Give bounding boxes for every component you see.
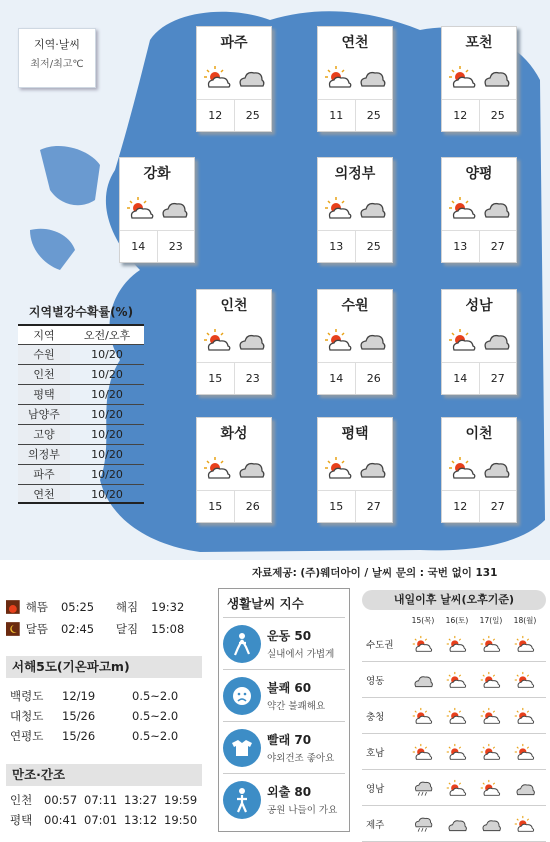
temp-low: 12 <box>442 100 480 131</box>
table-row <box>362 662 546 698</box>
cloud-icon <box>236 456 266 484</box>
sun-cloud-icon <box>203 456 233 484</box>
tide-time: 00:41 <box>44 813 78 827</box>
region-cell: 의정부 <box>18 445 70 464</box>
sun-cloud-icon <box>508 743 542 761</box>
island-temp: 15/26 <box>62 729 96 743</box>
prob-cell: 10/20 <box>91 428 123 441</box>
island-name: 백령도 <box>10 689 44 703</box>
sun-cloud-icon <box>508 671 542 689</box>
sun-cloud-icon <box>474 779 508 797</box>
moonset-label: 달짐 <box>115 622 139 636</box>
city-card <box>317 26 393 132</box>
temp-low: 15 <box>197 363 235 394</box>
cloud-icon <box>481 65 511 93</box>
sun-cloud-icon <box>440 707 474 725</box>
city-name: 이천 <box>465 426 493 442</box>
sun-cloud-icon <box>324 456 354 484</box>
sun-cloud-icon <box>508 707 542 725</box>
island-temp: 12/19 <box>62 689 96 703</box>
cloud-icon <box>357 65 387 93</box>
table-row <box>18 344 144 364</box>
cloud-icon <box>236 328 266 356</box>
island-name: 연평도 <box>10 729 44 743</box>
city-card <box>441 157 517 263</box>
city-card <box>317 289 393 395</box>
cloud-icon <box>159 196 189 224</box>
tide-time: 13:27 <box>124 793 158 807</box>
legend-title: 지역·날씨 <box>33 38 80 51</box>
region-cell: 파주 <box>18 465 70 484</box>
index-name: 외출 80 <box>267 785 312 799</box>
later-title: 내일이후 날씨(오후기준) <box>362 590 546 610</box>
sun-cloud-icon <box>203 328 233 356</box>
island-name: 대청도 <box>10 709 44 723</box>
later-rows <box>362 626 546 842</box>
list-item <box>223 773 345 825</box>
sun-cloud-icon <box>448 196 478 224</box>
cloud-icon <box>440 815 474 833</box>
table-row <box>10 810 210 830</box>
city-name: 평택 <box>341 426 369 442</box>
city-card <box>441 417 517 523</box>
sun-cloud-icon <box>508 815 542 833</box>
prob-cell: 10/20 <box>91 468 123 481</box>
temp-low: 11 <box>318 100 356 131</box>
prob-cell: 10/20 <box>91 448 123 461</box>
day-label: 15(목) <box>411 616 435 625</box>
table-row <box>18 444 144 464</box>
cloud-icon <box>357 328 387 356</box>
moonrise-icon <box>6 622 20 636</box>
prob-cell: 10/20 <box>91 348 123 361</box>
rain-table-title: 지역별강수확률(%) <box>28 305 134 319</box>
cloud-icon <box>481 456 511 484</box>
sea-section-title: 서해5도(기온파고m) <box>6 656 202 678</box>
temp-high: 25 <box>366 240 381 253</box>
city-name: 인천 <box>220 298 248 314</box>
sun-cloud-icon <box>324 65 354 93</box>
city-name: 화성 <box>220 426 248 442</box>
table-row <box>362 770 546 806</box>
cloud-icon <box>357 196 387 224</box>
table-row <box>10 790 210 810</box>
sun-cloud-icon <box>440 743 474 761</box>
temp-low: 12 <box>197 100 235 131</box>
index-name: 빨래 70 <box>267 733 312 747</box>
temp-high: 27 <box>490 240 505 253</box>
exercise-icon <box>223 625 261 663</box>
temp-low: 14 <box>120 231 158 262</box>
sun-cloud-icon <box>203 65 233 93</box>
tide-table <box>10 790 210 830</box>
sun-cloud-icon <box>474 743 508 761</box>
data-source-credit: 자료제공: (주)웨더아이 / 날씨 문의 : 국번 없이 131 <box>252 567 498 579</box>
index-desc: 실내에서 가볍게 <box>267 649 335 660</box>
laundry-icon <box>223 729 261 767</box>
cloud-icon <box>357 456 387 484</box>
life-title: 생활날씨 지수 <box>227 596 304 611</box>
city-name: 파주 <box>220 35 248 51</box>
region-cell: 인천 <box>18 365 70 384</box>
index-desc: 약간 불쾌해요 <box>267 701 326 712</box>
temp-low: 15 <box>197 491 235 522</box>
temp-high: 25 <box>366 109 381 122</box>
moonrise-label: 달뜸 <box>25 622 48 636</box>
region-cell: 연천 <box>18 485 70 502</box>
table-row <box>18 484 144 504</box>
tide-time: 00:57 <box>44 793 78 807</box>
index-name: 운동 50 <box>267 629 312 643</box>
sunrise-time: 05:25 <box>60 600 95 614</box>
rain-probability-table <box>18 300 144 504</box>
table-row <box>10 706 200 726</box>
table-row <box>18 404 144 424</box>
temp-low: 14 <box>318 363 356 394</box>
temp-low: 14 <box>442 363 480 394</box>
life-weather-index <box>218 588 350 832</box>
tide-time: 19:59 <box>164 793 198 807</box>
wave-height: 0.5~2.0 <box>132 729 179 743</box>
header-region: 지역 <box>33 329 55 342</box>
prob-cell: 10/20 <box>91 368 123 381</box>
cloud-icon <box>508 779 542 797</box>
list-item <box>223 669 345 721</box>
temp-high: 26 <box>366 372 381 385</box>
cloud-icon <box>481 196 511 224</box>
index-desc: 야외건조 좋아요 <box>267 753 335 764</box>
sea-table <box>10 686 200 746</box>
sunset-label: 해짐 <box>115 600 139 614</box>
port-name: 평택 <box>10 813 33 827</box>
sun-moon-times <box>6 596 206 640</box>
sun-cloud-icon <box>440 671 474 689</box>
tide-time: 19:50 <box>164 813 198 827</box>
region-cell: 고양 <box>18 425 70 444</box>
cloud-icon <box>406 671 440 689</box>
moonset-time: 15:08 <box>151 622 185 636</box>
later-forecast <box>362 590 546 834</box>
prob-cell: 10/20 <box>91 408 123 421</box>
sun-cloud-icon <box>324 328 354 356</box>
moon-line <box>6 618 206 640</box>
map-legend <box>18 28 96 88</box>
city-card <box>317 417 393 523</box>
sun-cloud-icon <box>440 779 474 797</box>
temp-high: 27 <box>490 372 505 385</box>
moonrise-time: 02:45 <box>60 622 95 636</box>
temp-high: 25 <box>490 109 505 122</box>
list-item <box>223 721 345 773</box>
region-cell: 수원 <box>18 345 70 364</box>
city-name: 포천 <box>465 35 493 51</box>
sunrise-icon <box>6 600 20 614</box>
wave-height: 0.5~2.0 <box>132 689 179 703</box>
temp-low: 15 <box>318 491 356 522</box>
sun-cloud-icon <box>474 707 508 725</box>
temp-low: 13 <box>318 231 356 262</box>
sun-cloud-icon <box>474 635 508 653</box>
wave-height: 0.5~2.0 <box>132 709 179 723</box>
tide-section-title: 만조·간조 <box>6 764 202 786</box>
temp-high: 26 <box>245 500 260 513</box>
temp-low: 12 <box>442 491 480 522</box>
legend-subtitle: 최저/최고℃ <box>30 59 84 70</box>
table-row <box>18 384 144 404</box>
sun-cloud-icon <box>508 635 542 653</box>
city-name: 강화 <box>143 166 171 182</box>
sun-cloud-icon <box>440 635 474 653</box>
sun-cloud-icon <box>448 456 478 484</box>
city-card <box>196 417 272 523</box>
table-row <box>18 464 144 484</box>
region-name: 수도권 <box>366 639 394 651</box>
region-name: 충청 <box>366 711 385 723</box>
index-name: 불쾌 60 <box>267 681 312 695</box>
header-ampm: 오전/오후 <box>83 329 131 342</box>
sun-cloud-icon <box>448 65 478 93</box>
outing-icon <box>223 781 261 819</box>
table-row <box>362 734 546 770</box>
city-card <box>441 289 517 395</box>
rain-cloud-icon <box>406 815 440 833</box>
day-label: 16(토) <box>445 616 469 625</box>
temp-high: 23 <box>168 240 183 253</box>
sun-cloud-icon <box>406 707 440 725</box>
sun-cloud-icon <box>324 196 354 224</box>
city-name: 성남 <box>465 298 493 314</box>
index-desc: 공원 나들이 가요 <box>267 805 338 816</box>
city-name: 연천 <box>341 35 369 51</box>
sun-line <box>6 596 206 618</box>
sun-cloud-icon <box>474 671 508 689</box>
temp-high: 27 <box>366 500 381 513</box>
cloud-icon <box>481 328 511 356</box>
sunrise-label: 해뜸 <box>25 600 48 614</box>
region-cell: 남양주 <box>18 405 70 424</box>
sun-cloud-icon <box>406 743 440 761</box>
table-row <box>362 626 546 662</box>
table-row <box>18 424 144 444</box>
temp-high: 27 <box>490 500 505 513</box>
later-days-header <box>362 610 546 626</box>
rain-cloud-icon <box>406 779 440 797</box>
day-label: 17(일) <box>479 616 503 625</box>
cloud-icon <box>236 65 266 93</box>
sun-cloud-icon <box>406 635 440 653</box>
rain-table-header <box>18 324 144 344</box>
table-row <box>10 726 200 746</box>
discomfort-icon <box>223 677 261 715</box>
tide-time: 07:01 <box>84 813 118 827</box>
city-card <box>317 157 393 263</box>
tide-time: 07:11 <box>84 793 118 807</box>
region-cell: 평택 <box>18 385 70 404</box>
temp-high: 25 <box>245 109 260 122</box>
city-name: 의정부 <box>334 166 376 182</box>
tide-time: 13:12 <box>124 813 158 827</box>
prob-cell: 10/20 <box>91 388 123 401</box>
city-card <box>196 26 272 132</box>
cloud-icon <box>474 815 508 833</box>
day-label: 18(월) <box>513 616 537 625</box>
island-temp: 15/26 <box>62 709 96 723</box>
table-row <box>362 698 546 734</box>
sunset-time: 19:32 <box>151 600 185 614</box>
port-name: 인천 <box>10 793 33 807</box>
region-name: 영남 <box>366 783 385 795</box>
list-item <box>223 617 345 669</box>
city-name: 양평 <box>465 166 493 182</box>
sun-cloud-icon <box>448 328 478 356</box>
sun-cloud-icon <box>126 196 156 224</box>
city-name: 수원 <box>341 298 369 314</box>
region-name: 호남 <box>366 747 385 759</box>
region-name: 제주 <box>366 819 385 831</box>
region-name: 영동 <box>366 675 385 687</box>
table-row <box>10 686 200 706</box>
city-card <box>196 289 272 395</box>
temp-high: 23 <box>245 372 260 385</box>
city-card <box>119 157 195 263</box>
city-card <box>441 26 517 132</box>
prob-cell: 10/20 <box>91 488 123 501</box>
temp-low: 13 <box>442 231 480 262</box>
table-row <box>18 364 144 384</box>
